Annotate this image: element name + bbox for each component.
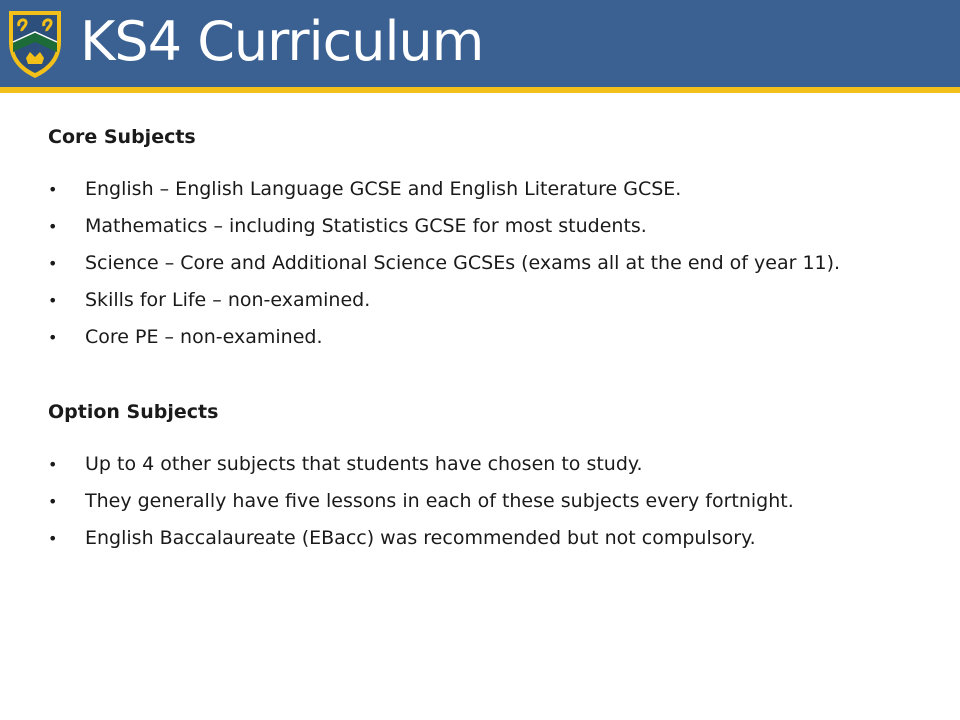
list-item [48, 174, 908, 205]
section-heading-core: Core Subjects [48, 126, 196, 148]
section-heading-option: Option Subjects [48, 401, 219, 423]
bullet-icon: • [48, 254, 58, 273]
list-item-text: English – English Language GCSE and English Literature GCSE. [85, 178, 682, 200]
list-item-text: They generally have five lessons in each of these subjects every fortnight. [85, 490, 794, 512]
list-item [48, 523, 908, 554]
bullet-icon: • [48, 328, 58, 347]
option-subjects-list [48, 449, 908, 554]
slide-title: KS4 Curriculum [80, 10, 484, 73]
school-crest-icon [6, 8, 64, 80]
list-item-text: Science – Core and Additional Science GCSEs (exams all at the end of year 11). [85, 252, 841, 274]
list-item [48, 322, 908, 353]
list-item-text: English Baccalaureate (EBacc) was recommended but not compulsory. [85, 527, 756, 549]
bullet-icon: • [48, 180, 58, 199]
list-item-text: Up to 4 other subjects that students have chosen to study. [85, 453, 643, 475]
list-item [48, 449, 908, 480]
slide-header [0, 0, 960, 87]
bullet-icon: • [48, 217, 58, 236]
header-accent-rule [0, 87, 960, 93]
list-item [48, 285, 908, 316]
list-item-text: Skills for Life – non-examined. [85, 289, 371, 311]
bullet-icon: • [48, 455, 58, 474]
bullet-icon: • [48, 291, 58, 310]
list-item [48, 211, 908, 242]
list-item [48, 486, 908, 517]
bullet-icon: • [48, 529, 58, 548]
core-subjects-list [48, 174, 908, 353]
bullet-icon: • [48, 492, 58, 511]
list-item [48, 248, 908, 279]
list-item-text: Core PE – non-examined. [85, 326, 323, 348]
list-item-text: Mathematics – including Statistics GCSE for most students. [85, 215, 647, 237]
slide-body [48, 121, 908, 560]
